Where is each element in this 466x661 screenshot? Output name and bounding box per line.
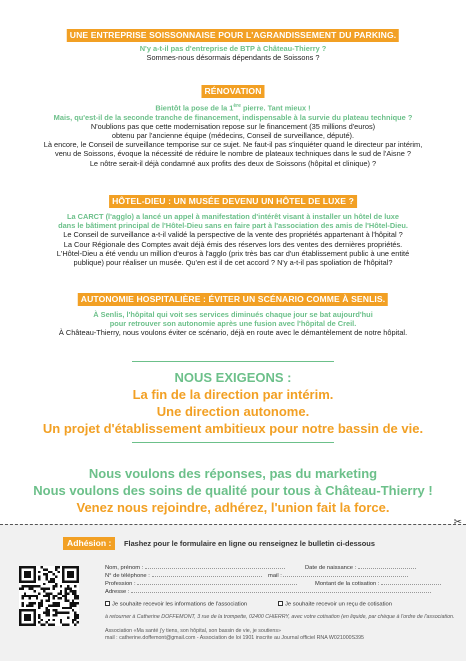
field-naissance[interactable]: Date de naissance : bbox=[305, 564, 416, 572]
hotel-line-5: L'Hôtel-Dieu a été vendu un million d'euros à l'agglo (prix très bas car d'un établissement public à une entité bbox=[56, 248, 410, 258]
hotel-line-6: publique) pour réaliser un musée. Qu'en est il de cet accord ? N'y a-t-il pas spoliation de l'hôpital? bbox=[73, 258, 393, 268]
field-nom[interactable]: Nom, prénom : bbox=[105, 564, 285, 572]
association-name: Association «Ma santé j'y tiens, son hôpital, son bassin de vie, je soutiens» bbox=[105, 628, 281, 634]
hotel-line-1: La CARCT (l'agglo) a lancé un appel à manifestation d'intérêt visant à installer un hôtel de luxe bbox=[66, 212, 400, 221]
renovation-line-5: Là encore, le Conseil de surveillance temporise sur ce sujet. Ne faut-il pas s'inquiéter quand le directeur par intérim, bbox=[43, 140, 423, 150]
checkbox-informations[interactable]: Je souhaite recevoir les informations de l'association bbox=[105, 601, 247, 609]
renovation-line-7: Le nôtre serait-il déjà condamné aux profits des deux de Soissons (hôpital et clinique) ? bbox=[89, 158, 377, 168]
divider-top bbox=[132, 361, 334, 362]
qr-code-icon[interactable] bbox=[19, 566, 79, 626]
autonomie-line-1: À Senlis, l'hôpital qui voit ses services diminués chaque jour se bat aujourd'hui bbox=[93, 310, 373, 319]
hotel-line-2: dans le bâtiment principal de l'Hôtel-Dieu sans en faire part à l'association des amis de l'Hôtel-Dieu. bbox=[58, 221, 408, 231]
parking-question: N'y a-t-il pas d'entreprise de BTP à Château-Thierry ? bbox=[139, 44, 327, 53]
field-profession[interactable]: Profession : bbox=[105, 580, 297, 588]
demands-heading: NOUS EXIGEONS : bbox=[174, 370, 292, 385]
hotel-line-3: Le Conseil de surveillance a-t-il validé la perspective de la vente des propriétés appartenant à l'hôpital ? bbox=[63, 230, 403, 240]
parking-answer: Sommes-nous désormais dépendants de Soissons ? bbox=[146, 53, 320, 63]
section-autonomie-body bbox=[6, 310, 460, 338]
checkbox-icon[interactable] bbox=[278, 601, 283, 606]
cut-line bbox=[0, 524, 466, 525]
divider-bottom bbox=[132, 442, 334, 443]
section-title-hotel-dieu: HÔTEL-DIEU : UN MUSÉE DEVENU UN HÔTEL DE LUXE ? bbox=[109, 195, 357, 208]
field-montant[interactable]: Montant de la cotisation : bbox=[315, 580, 441, 588]
section-title-parking: UNE ENTREPRISE SOISSONNAISE POUR L'AGRANDISSEMENT DU PARKING. bbox=[67, 29, 399, 42]
field-adresse[interactable]: Adresse : bbox=[105, 588, 431, 596]
section-renovation-body bbox=[6, 102, 460, 168]
hotel-line-4: La Cour Régionale des Comptes avait déjà émis des réserves lors des ventes des dernières propriétés. bbox=[63, 239, 403, 249]
section-title-autonomie: AUTONOMIE HOSPITALIÈRE : ÉVITER UN SCÉNARIO COMME À SENLIS. bbox=[78, 293, 388, 306]
section-hotel-dieu-body bbox=[6, 212, 460, 267]
section-title-renovation: RÉNOVATION bbox=[201, 85, 264, 98]
autonomie-line-3: À Château-Thierry, nous voulons éviter ce scénario, déjà en route avec le démantèlement de notre hôpital. bbox=[58, 328, 408, 338]
field-telephone[interactable]: N° de téléphone : bbox=[105, 572, 262, 580]
field-mail[interactable]: mail : bbox=[268, 572, 408, 580]
membership-intro: Flashez pour le formulaire en ligne ou renseignez le bulletin ci-dessous bbox=[124, 539, 375, 548]
scissors-icon: ✂ bbox=[453, 517, 462, 528]
renovation-line-6: venu de Soissons, évoque la nécessité de réduire le nombre de plateaux techniques dans le sud de l'Aisne ? bbox=[55, 149, 411, 159]
slogan-3: Venez nous rejoindre, adhérez, l'union fait la force. bbox=[76, 500, 390, 515]
renovation-line-3: N'oublions pas que cette modernisation repose sur le financement (35 millions d'euros) bbox=[90, 121, 376, 131]
checkbox-recu[interactable]: Je souhaite recevoir un reçu de cotisation bbox=[278, 601, 392, 609]
demand-2: Une direction autonome. bbox=[156, 404, 310, 419]
membership-badge: Adhésion : bbox=[63, 537, 115, 550]
slogan-1: Nous voulons des réponses, pas du marketing bbox=[88, 466, 378, 481]
renovation-line-4: obtenu par l'ancienne équipe (médecins, Conseil de surveillance, député). bbox=[111, 131, 355, 141]
renovation-line-1: Bientôt la pose de la 1ère pierre. Tant mieux ! bbox=[155, 103, 311, 113]
return-address: à retourner à Catherine DOFFEMONT, 3 rue de la trompette, 02400 CHIERRY, avec votre cotisation (en liquide, par chèque à l'ordre de l'association. bbox=[105, 614, 455, 620]
association-contact: mail : catherine.doffemont@gmail.com - Association de loi 1901 inscrite au Journal officiel RNA W021000S395 bbox=[105, 635, 364, 641]
autonomie-line-2: pour retrouver son autonomie après une fusion avec l'hôpital de Creil. bbox=[109, 319, 357, 329]
renovation-line-2: Mais, qu'est-il de la seconde tranche de financement, indispensable à la survie du plateau technique ? bbox=[53, 112, 413, 122]
slogan-2: Nous voulons des soins de qualité pour tous à Château-Thierry ! bbox=[33, 483, 433, 498]
demand-1: La fin de la direction par intérim. bbox=[132, 387, 334, 402]
checkbox-icon[interactable] bbox=[105, 601, 110, 606]
demand-3: Un projet d'établissement ambitieux pour notre bassin de vie. bbox=[42, 421, 424, 436]
section-parking-body bbox=[6, 44, 460, 62]
